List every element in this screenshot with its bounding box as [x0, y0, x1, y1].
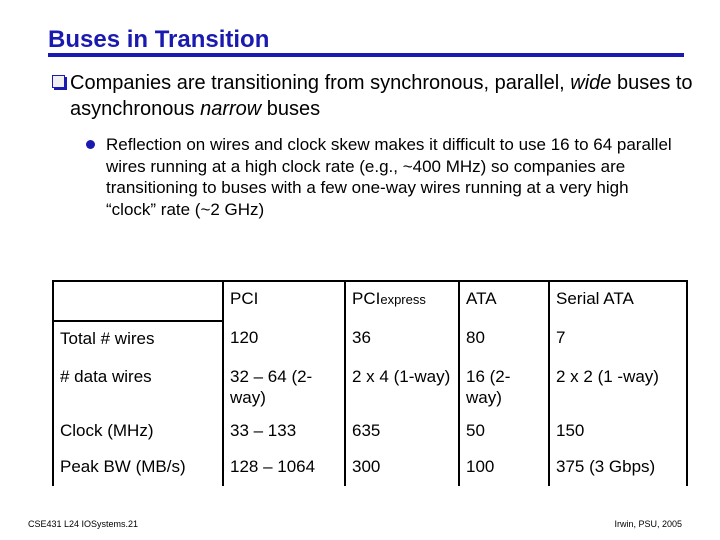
header-cell-serial-ata: Serial ATA: [549, 281, 687, 321]
header-cell-pciexpress: [345, 281, 459, 321]
cell-pciexpress: 2 x 4 (1-way): [345, 360, 459, 414]
cell-ata: 100: [459, 450, 549, 486]
table-header-row: [53, 281, 687, 321]
cell-serial-ata: 2 x 2 (1 -way): [549, 360, 687, 414]
bullet1-text-part: buses: [261, 98, 321, 120]
cell-pci: 128 – 1064: [223, 450, 345, 486]
bullet-level1-text: [50, 70, 700, 122]
bus-comparison-table: [52, 280, 688, 486]
cell-ata: 50: [459, 414, 549, 450]
header-cell-pci: PCI: [223, 281, 345, 321]
cell-pci: 33 – 133: [223, 414, 345, 450]
cell-pciexpress: 635: [345, 414, 459, 450]
row-label: # data wires: [53, 360, 223, 414]
cell-ata: 80: [459, 321, 549, 360]
cell-ata: 16 (2-way): [459, 360, 549, 414]
cell-pci: 120: [223, 321, 345, 360]
table-row: [53, 321, 687, 360]
footer-slide-id: CSE431 L24 IOSystems.21: [28, 519, 139, 529]
bullet1-text-part: buses to asynchronous: [70, 72, 693, 120]
header-cell-ata: ATA: [459, 281, 549, 321]
header-pciexpress-suffix: express: [380, 292, 426, 307]
cell-pciexpress: 300: [345, 450, 459, 486]
bullet1-emphasis-wide: wide: [570, 72, 612, 94]
row-label: Total # wires: [53, 321, 223, 360]
cell-serial-ata: 375 (3 Gbps): [549, 450, 687, 486]
row-label: Clock (MHz): [53, 414, 223, 450]
header-pciexpress-main: PCI: [352, 289, 381, 308]
table-row: [53, 450, 687, 486]
table-row: [53, 414, 687, 450]
slide-title: Buses in Transition: [48, 26, 270, 53]
bullet-level2-text: Reflection on wires and clock skew makes it difficult to use 16 to 64 parallel wires running at a high clock rate (e.g., ~400 MHz) so companies are transitioning to buses with a few one-way wires running at a very high “clock” rate (~2 GHz): [106, 135, 672, 219]
title-underline: [48, 53, 684, 57]
row-label: Peak BW (MB/s): [53, 450, 223, 486]
footer-author: Irwin, PSU, 2005: [614, 519, 682, 529]
cell-serial-ata: 7: [549, 321, 687, 360]
square-bullet-icon: [52, 75, 65, 88]
header-cell-blank: [53, 281, 223, 321]
bullet-level1: [50, 70, 700, 122]
round-bullet-icon: [86, 140, 95, 149]
cell-pci: 32 – 64 (2-way): [223, 360, 345, 414]
bullet1-text-part: Companies are transitioning from synchronous, parallel,: [70, 72, 571, 94]
cell-pciexpress: 36: [345, 321, 459, 360]
bullet1-emphasis-narrow: narrow: [200, 98, 262, 120]
table-row: [53, 360, 687, 414]
cell-serial-ata: 150: [549, 414, 687, 450]
bullet-level2: [86, 134, 676, 220]
